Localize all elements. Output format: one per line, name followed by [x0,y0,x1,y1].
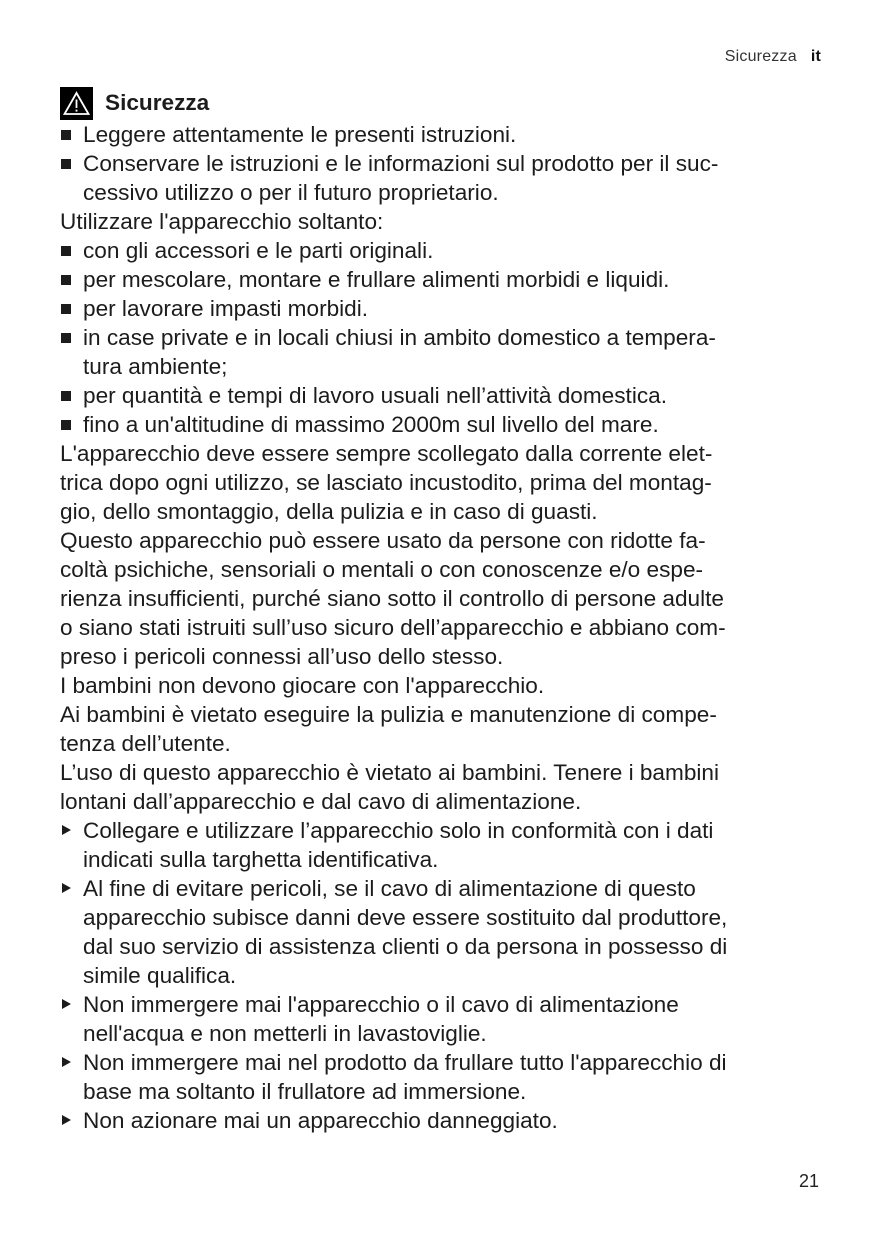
list-item [60,120,830,149]
action-item [60,990,830,1048]
warning-triangle-icon [60,87,93,120]
page-title: Sicurezza [105,89,210,115]
action-item-text: Collegare e utilizzare l’apparecchio solo in conformità con i dati indicati sulla targhetta identificativa. [83,818,714,872]
list-item [60,410,830,439]
action-item [60,874,830,990]
list-item-text: per lavorare impasti morbidi. [83,296,369,321]
list-item [60,323,830,381]
paragraph-disconnect: L'apparecchio deve essere sempre scollegato dalla corrente elet- trica dopo ogni utilizzo, se lasciato incustodito, prima del montag- gio, dello smontaggio, della pulizia e in caso di guasti. [60,441,713,524]
document-body [60,84,830,1135]
list-item [60,265,830,294]
triangle-arrow-icon [62,1057,71,1067]
list-item [60,294,830,323]
square-bullet-icon [61,333,71,343]
square-bullet-icon [61,159,71,169]
square-bullet-icon [61,304,71,314]
bullet-list-usage [60,236,830,439]
list-item-text: Conservare le istruzioni e le informazioni sul prodotto per il suc- cessivo utilizzo o per il futuro proprietario. [83,151,719,205]
list-item-text: Leggere attentamente le presenti istruzioni. [83,122,517,147]
square-bullet-icon [61,275,71,285]
action-item [60,1048,830,1106]
action-list [60,816,830,1135]
list-item-text: in case private e in locali chiusi in ambito domestico a tempera- tura ambiente; [83,325,716,379]
action-item [60,816,830,874]
running-header [725,48,821,66]
triangle-arrow-icon [62,1115,71,1125]
list-item-text: per quantità e tempi di lavoro usuali nell’attività domestica. [83,383,667,408]
square-bullet-icon [61,420,71,430]
list-item-text: con gli accessori e le parti originali. [83,238,434,263]
action-item-text: Non immergere mai nel prodotto da frullare tutto l'apparecchio di base ma soltanto il frullatore ad immersione. [83,1050,727,1104]
action-item [60,1106,830,1135]
action-item-text: Al fine di evitare pericoli, se il cavo di alimentazione di questo apparecchio subisce danni deve essere sostituito dal produttore, dal suo servizio di assistenza clienti o da persona in possesso di simile qualifica. [83,876,728,988]
list-item [60,149,830,207]
triangle-arrow-icon [62,825,71,835]
list-item-text: per mescolare, montare e frullare alimenti morbidi e liquidi. [83,267,670,292]
list-item [60,381,830,410]
paragraph-persons: Questo apparecchio può essere usato da persone con ridotte fa- coltà psichiche, sensoriali o mentali o con conoscenze e/o espe- rienza insufficienti, purché siano sotto il controllo di persone adulte o siano stati istruiti sull’uso sicuro dell’apparecchio e abbiano com- preso i pericoli connessi all’uso dello stesso. [60,528,726,669]
header-section-title: Sicurezza [724,48,797,65]
page-number: 21 [798,1171,819,1191]
square-bullet-icon [61,391,71,401]
triangle-arrow-icon [62,999,71,1009]
action-item-text: Non immergere mai l'apparecchio o il cavo di alimentazione nell'acqua e non metterli in lavastoviglie. [83,992,679,1046]
header-language-code: it [810,48,821,65]
square-bullet-icon [61,130,71,140]
list-item-text: fino a un'altitudine di massimo 2000m sul livello del mare. [83,412,659,437]
list-item [60,236,830,265]
square-bullet-icon [61,246,71,256]
action-item-text: Non azionare mai un apparecchio danneggiato. [83,1108,558,1133]
use-intro: Utilizzare l'apparecchio soltanto: [60,209,384,234]
paragraph-children-use: L’uso di questo apparecchio è vietato ai bambini. Tenere i bambini lontani dall’apparecchio e dal cavo di alimentazione. [60,760,719,814]
triangle-arrow-icon [62,883,71,893]
section-heading [60,84,830,120]
bullet-list-general [60,120,830,207]
paragraph-children-cleaning: Ai bambini è vietato eseguire la pulizia e manutenzione di compe- tenza dell’utente. [60,702,717,756]
paragraph-children-play: I bambini non devono giocare con l'apparecchio. [60,673,545,698]
